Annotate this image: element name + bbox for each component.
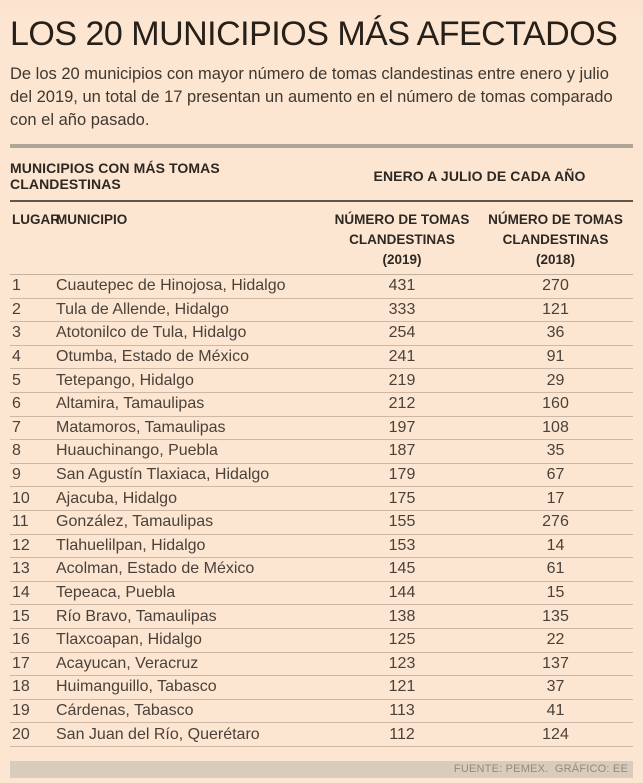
- cell-lugar: 15: [12, 607, 30, 625]
- cell-lugar: 16: [12, 631, 30, 649]
- cell-tomas-2018: 37: [546, 678, 565, 696]
- cell-tomas-2018: 17: [546, 489, 565, 507]
- column-header-municipio: MUNICIPIO: [56, 212, 128, 227]
- cell-tomas-2018: 36: [546, 324, 565, 342]
- table-body: [10, 275, 633, 747]
- cell-lugar: 4: [12, 348, 21, 366]
- table-row: [10, 417, 633, 441]
- cell-tomas-2019: 333: [388, 300, 416, 318]
- cell-tomas-2019: 113: [389, 701, 415, 719]
- cell-municipio: Acayucan, Veracruz: [56, 654, 199, 672]
- cell-tomas-2018: 137: [542, 654, 569, 672]
- cell-tomas-2019: 241: [388, 348, 416, 366]
- cell-municipio: Cárdenas, Tabasco: [56, 701, 194, 719]
- table-row: [10, 464, 633, 488]
- table-row: [10, 723, 633, 747]
- cell-lugar: 13: [12, 560, 30, 578]
- table-row: [10, 299, 633, 323]
- column-header-tomas-2019-line1: NÚMERO DE TOMAS: [334, 212, 470, 227]
- column-header-tomas-2018: [478, 210, 633, 270]
- cell-lugar: 7: [12, 418, 21, 436]
- table-row: [10, 676, 633, 700]
- cell-lugar: 12: [12, 536, 30, 554]
- cell-lugar: 8: [12, 442, 21, 460]
- cell-municipio: Tlaxcoapan, Hidalgo: [56, 631, 202, 649]
- cell-municipio: Tlahuelilpan, Hidalgo: [56, 536, 206, 554]
- table-row: [10, 346, 633, 370]
- table-row: [10, 487, 633, 511]
- group-header-periodo: ENERO A JULIO DE CADA AÑO: [373, 168, 586, 184]
- cell-tomas-2018: 35: [546, 442, 565, 460]
- table-row: [10, 440, 633, 464]
- cell-tomas-2019: 212: [388, 395, 416, 413]
- cell-tomas-2019: 187: [388, 442, 416, 460]
- cell-lugar: 18: [12, 678, 30, 696]
- group-header-municipios: MUNICIPIOS CON MÁS TOMAS CLANDESTINAS: [10, 160, 220, 192]
- table-row: [10, 700, 633, 724]
- cell-tomas-2018: 160: [542, 395, 569, 413]
- cell-tomas-2019: 175: [388, 489, 416, 507]
- cell-tomas-2018: 124: [542, 725, 569, 743]
- cell-tomas-2018: 41: [546, 701, 565, 719]
- page-title: LOS 20 MUNICIPIOS MÁS AFECTADOS: [10, 15, 618, 53]
- cell-lugar: 1: [12, 277, 21, 295]
- cell-municipio: Tetepango, Hidalgo: [56, 371, 194, 389]
- cell-municipio: Acolman, Estado de México: [56, 560, 255, 578]
- infographic-canvas: [0, 15, 643, 783]
- column-header-tomas-2018-line1: NÚMERO DE TOMAS: [488, 212, 623, 227]
- table-column-header-row: [10, 202, 633, 274]
- cell-lugar: 2: [12, 300, 21, 318]
- table-row: [10, 582, 633, 606]
- cell-tomas-2018: 135: [542, 607, 569, 625]
- table-row: [10, 605, 633, 629]
- cell-tomas-2018: 29: [546, 371, 565, 389]
- cell-tomas-2018: 61: [546, 560, 565, 578]
- cell-tomas-2019: 153: [388, 536, 416, 554]
- cell-municipio: San Juan del Río, Querétaro: [56, 725, 260, 743]
- cell-tomas-2018: 67: [546, 466, 565, 484]
- table-row: [10, 275, 633, 299]
- column-header-tomas-2019-line2: CLANDESTINAS: [349, 232, 455, 247]
- cell-tomas-2018: 276: [542, 513, 569, 531]
- cell-municipio: Atotonilco de Tula, Hidalgo: [56, 324, 247, 342]
- cell-tomas-2019: 125: [388, 631, 416, 649]
- table-row: [10, 629, 633, 653]
- cell-tomas-2019: 138: [388, 607, 416, 625]
- table-row: [10, 535, 633, 559]
- cell-municipio: Matamoros, Tamaulipas: [56, 418, 226, 436]
- table-row: [10, 511, 633, 535]
- cell-tomas-2019: 144: [388, 584, 416, 602]
- table-row: [10, 393, 633, 417]
- cell-tomas-2018: 91: [546, 348, 565, 366]
- cell-tomas-2018: 270: [542, 277, 569, 295]
- cell-tomas-2019: 254: [388, 324, 416, 342]
- cell-tomas-2019: 121: [388, 678, 416, 696]
- cell-lugar: 5: [12, 371, 21, 389]
- table-row: [10, 558, 633, 582]
- table-row: [10, 369, 633, 393]
- cell-tomas-2019: 431: [388, 277, 416, 295]
- cell-tomas-2019: 197: [388, 418, 416, 436]
- cell-lugar: 11: [12, 513, 29, 531]
- cell-lugar: 3: [12, 324, 21, 342]
- cell-lugar: 9: [12, 466, 21, 484]
- cell-tomas-2018: 121: [542, 300, 569, 318]
- cell-municipio: Otumba, Estado de México: [56, 348, 249, 366]
- cell-lugar: 14: [12, 584, 30, 602]
- cell-lugar: 6: [12, 395, 21, 413]
- column-header-lugar: LUGAR: [12, 212, 60, 227]
- page-subtitle: De los 20 municipios con mayor número de tomas clandestinas entre enero y julio del 2019, un total de 17 presentan un aumento en el número de tomas comparado con el año pasado.: [10, 65, 613, 129]
- cell-municipio: Tula de Allende, Hidalgo: [56, 300, 229, 318]
- source-bar: [10, 761, 633, 778]
- column-header-tomas-2019: [326, 210, 478, 270]
- cell-municipio: San Agustín Tlaxiaca, Hidalgo: [56, 466, 270, 484]
- cell-tomas-2019: 219: [388, 371, 416, 389]
- column-header-tomas-2018-line2: CLANDESTINAS: [502, 232, 609, 247]
- cell-municipio: González, Tamaulipas: [56, 513, 214, 531]
- table-group-header-row: [10, 148, 633, 200]
- cell-tomas-2018: 22: [546, 631, 565, 649]
- cell-tomas-2018: 15: [546, 584, 565, 602]
- cell-tomas-2019: 112: [389, 725, 415, 743]
- table-row: [10, 322, 633, 346]
- cell-lugar: 19: [12, 701, 30, 719]
- cell-municipio: Altamira, Tamaulipas: [56, 395, 205, 413]
- cell-municipio: Cuautepec de Hinojosa, Hidalgo: [56, 277, 286, 295]
- cell-tomas-2019: 155: [388, 513, 416, 531]
- cell-tomas-2019: 145: [388, 560, 416, 578]
- cell-tomas-2018: 108: [542, 418, 569, 436]
- column-header-tomas-2019-line3: (2019): [382, 252, 422, 267]
- table-row: [10, 653, 633, 677]
- cell-tomas-2019: 179: [388, 466, 416, 484]
- cell-tomas-2019: 123: [388, 654, 416, 672]
- cell-municipio: Ajacuba, Hidalgo: [56, 489, 177, 507]
- cell-lugar: 17: [12, 654, 30, 672]
- cell-municipio: Huimanguillo, Tabasco: [56, 678, 217, 696]
- column-header-tomas-2018-line3: (2018): [535, 252, 576, 267]
- source-credit: FUENTE: PEMEX. GRÁFICO: EE: [453, 763, 628, 776]
- cell-tomas-2018: 14: [546, 536, 565, 554]
- cell-lugar: 10: [12, 489, 30, 507]
- cell-municipio: Río Bravo, Tamaulipas: [56, 607, 217, 625]
- cell-municipio: Tepeaca, Puebla: [56, 584, 176, 602]
- cell-municipio: Huauchinango, Puebla: [56, 442, 218, 460]
- cell-lugar: 20: [12, 725, 30, 743]
